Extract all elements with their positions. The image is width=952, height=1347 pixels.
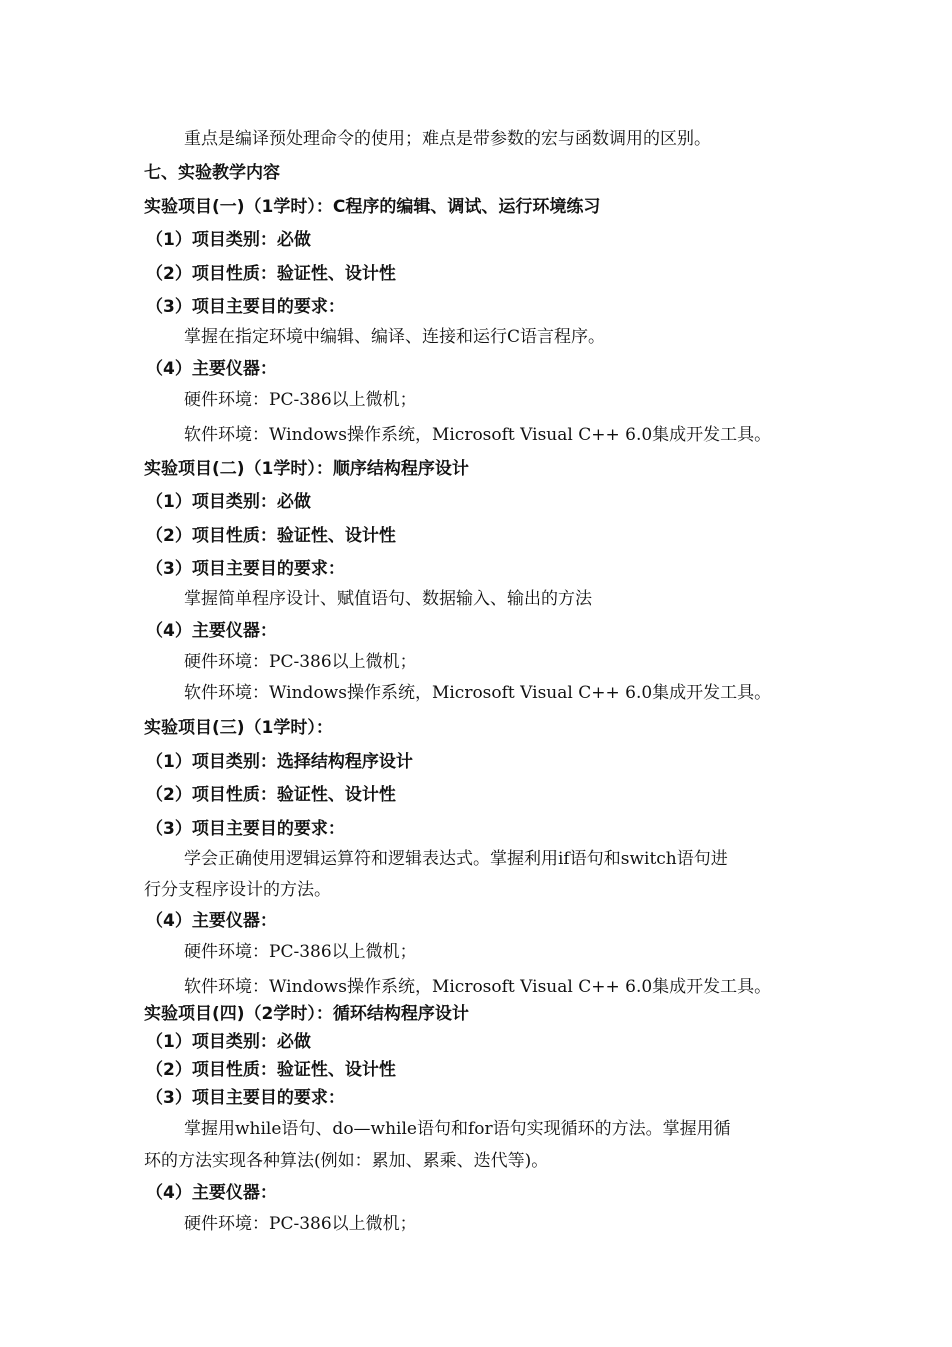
project-4-inst-label: （4）主要仪器： <box>146 1183 277 1203</box>
project-4-hardware: 硬件环境：PC-386以上微机； <box>184 1214 417 1234</box>
project-3-req-label: （3）项目主要目的要求： <box>146 819 345 839</box>
project-2-nature: （2）项目性质：验证性、设计性 <box>146 526 396 546</box>
project-4-req-text-1: 掌握用while语句、do—while语句和for语句实现循环的方法。掌握用循 <box>184 1119 731 1139</box>
intro-paragraph: 重点是编译预处理命令的使用；难点是带参数的宏与函数调用的区别。 <box>184 129 711 149</box>
project-2-hardware: 硬件环境：PC-386以上微机； <box>184 652 417 672</box>
project-2-inst-label: （4）主要仪器： <box>146 621 277 641</box>
project-3-hardware: 硬件环境：PC-386以上微机； <box>184 942 417 962</box>
project-1-software: 软件环境：Windows操作系统，Microsoft Visual C++ 6.0集成开发工具。 <box>184 425 772 445</box>
project-2-title: 实验项目(二)（1学时）：顺序结构程序设计 <box>144 459 469 479</box>
project-1-req-text: 掌握在指定环境中编辑、编译、连接和运行C语言程序。 <box>184 327 606 347</box>
project-4-req-text-2: 环的方法实现各种算法(例如：累加、累乘、迭代等)。 <box>144 1151 549 1171</box>
project-2-req-label: （3）项目主要目的要求： <box>146 559 345 579</box>
project-1-title: 实验项目(一)（1学时）：C程序的编辑、调试、运行环境练习 <box>144 197 601 217</box>
project-4-req-label: （3）项目主要目的要求： <box>146 1088 345 1108</box>
project-3-software: 软件环境：Windows操作系统，Microsoft Visual C++ 6.0集成开发工具。 <box>184 977 772 997</box>
project-1-nature: （2）项目性质：验证性、设计性 <box>146 264 396 284</box>
project-3-req-text-1: 学会正确使用逻辑运算符和逻辑表达式。掌握利用if语句和switch语句进 <box>184 849 728 869</box>
project-1-hardware: 硬件环境：PC-386以上微机； <box>184 390 417 410</box>
project-1-type: （1）项目类别：必做 <box>146 230 311 250</box>
project-2-req-text: 掌握简单程序设计、赋值语句、数据输入、输出的方法 <box>184 589 592 609</box>
project-4-nature: （2）项目性质：验证性、设计性 <box>146 1060 396 1080</box>
project-2-type: （1）项目类别：必做 <box>146 492 311 512</box>
project-1-inst-label: （4）主要仪器： <box>146 359 277 379</box>
project-3-inst-label: （4）主要仪器： <box>146 911 277 931</box>
project-1-req-label: （3）项目主要目的要求： <box>146 297 345 317</box>
project-4-title: 实验项目(四)（2学时）：循环结构程序设计 <box>144 1004 469 1024</box>
project-2-software: 软件环境：Windows操作系统，Microsoft Visual C++ 6.0集成开发工具。 <box>184 683 772 703</box>
section-title: 七、实验教学内容 <box>144 163 280 183</box>
project-4-type: （1）项目类别：必做 <box>146 1032 311 1052</box>
project-3-nature: （2）项目性质：验证性、设计性 <box>146 785 396 805</box>
project-3-req-text-2: 行分支程序设计的方法。 <box>144 880 331 900</box>
project-3-type: （1）项目类别：选择结构程序设计 <box>146 752 413 772</box>
project-3-title: 实验项目(三)（1学时）： <box>144 718 333 738</box>
